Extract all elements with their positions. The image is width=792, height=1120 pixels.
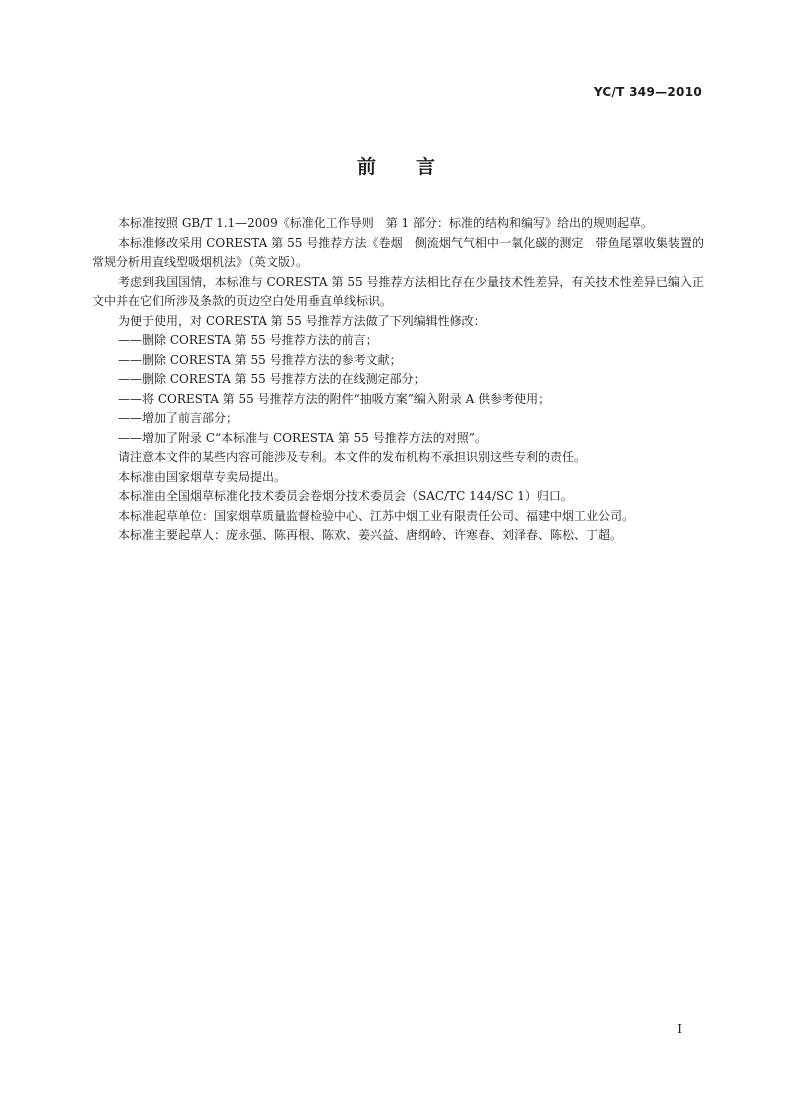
list-item: ——增加了附录 C“本标准与 CORESTA 第 55 号推荐方法的对照”。 — [118, 430, 487, 445]
page-number: I — [677, 1022, 682, 1036]
paragraph: 本标准起草单位：国家烟草质量监督检验中心、江苏中烟工业有限责任公司、福建中烟工业公司。 — [118, 508, 635, 523]
list-item: ——将 CORESTA 第 55 号推荐方法的附件“抽吸方案”编入附录 A 供参考使用； — [118, 391, 551, 406]
list-item: ——删除 CORESTA 第 55 号推荐方法的参考文献； — [118, 352, 402, 367]
paragraph: 考虑到我国国情，本标准与 CORESTA 第 55 号推荐方法相比存在少量技术性差异，有关技术性差异已编入正文中并在它们所涉及条款的页边空白处用垂直单线标识。 — [92, 274, 704, 308]
paragraph: 请注意本文件的某些内容可能涉及专利。本文件的发布机构不承担识别这些专利的责任。 — [118, 450, 587, 464]
foreword-body — [92, 214, 704, 546]
paragraph: 本标准修改采用 CORESTA 第 55 号推荐方法《卷烟 侧流烟气气相中一氧化碳的测定 带鱼尾罩收集装置的常规分析用直线型吸烟机法》（英文版）。 — [92, 235, 704, 269]
paragraph: 本标准由全国烟草标准化技术委员会卷烟分技术委员会（SAC/TC 144/SC 1）归口。 — [118, 489, 573, 503]
paragraph: 本标准主要起草人：庞永强、陈再根、陈欢、姜兴益、唐纲岭、许寒春、刘泽春、陈松、丁超。 — [118, 528, 623, 542]
list-item: ——增加了前言部分； — [118, 411, 239, 425]
paragraph: 为便于使用，对 CORESTA 第 55 号推荐方法做了下列编辑性修改： — [118, 313, 486, 328]
paragraph: 本标准按照 GB/T 1.1—2009《标准化工作导则 第 1 部分：标准的结构和编写》给出的规则起草。 — [118, 216, 653, 230]
paragraph: 本标准由国家烟草专卖局提出。 — [118, 469, 287, 484]
page-title: 前言 — [356, 156, 475, 178]
standard-code: YC/T 349—2010 — [593, 85, 702, 99]
list-item: ——删除 CORESTA 第 55 号推荐方法的在线测定部分； — [118, 372, 426, 386]
list-item: ——删除 CORESTA 第 55 号推荐方法的前言； — [118, 333, 378, 347]
